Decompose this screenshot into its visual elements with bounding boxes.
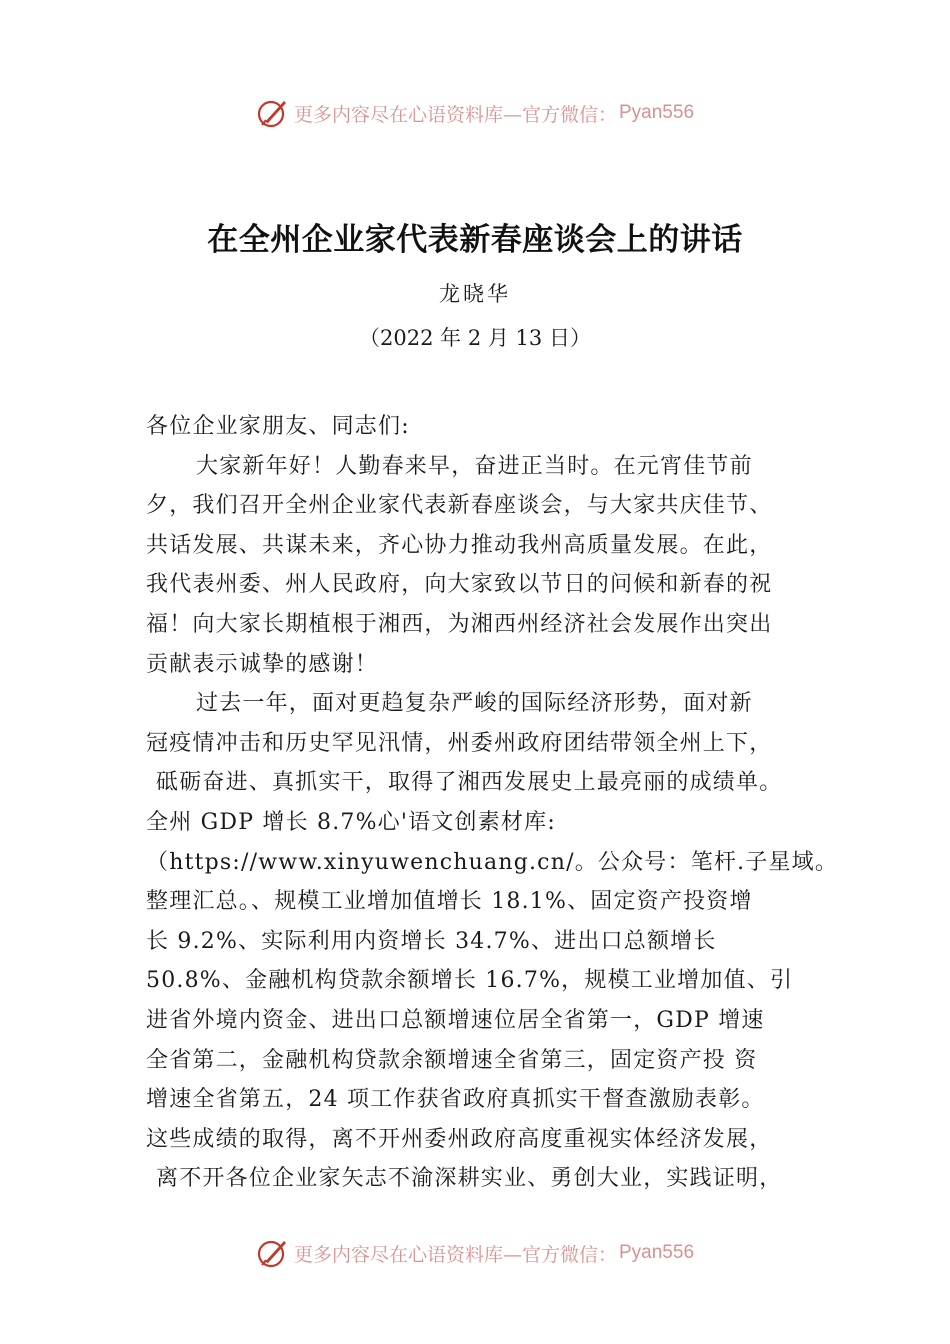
- paragraph-line: 我代表州委、州人民政府，向大家致以节日的问候和新春的祝: [146, 572, 773, 598]
- paragraph-line: 夕，我们召开全州企业家代表新春座谈会，与大家共庆佳节、: [146, 493, 773, 519]
- paragraph-line: 增速全省第五，24 项工作获省政府真抓实干督查激励表彰。: [146, 1087, 765, 1113]
- paragraph-line: 共话发展、共谋未来，齐心协力推动我州高质量发展。在此，: [146, 532, 773, 558]
- paragraph-line: 砥砺奋进、真抓实干，取得了湘西发展史上最亮丽的成绩单。: [156, 770, 783, 796]
- header-banner: [0, 93, 950, 133]
- footer-banner: [0, 1233, 950, 1273]
- quill-logo-icon: [256, 1236, 290, 1270]
- paragraph-line: 冠疫情冲击和历史罕见汛情，州委州政府团结带领全州上下，: [146, 730, 773, 756]
- paragraph-line: 大家新年好！人勤春来早，奋进正当时。在元宵佳节前: [196, 453, 753, 479]
- paragraph-line: 离不开各位企业家矢志不渝深耕实业、勇创大业，实践证明，: [156, 1166, 783, 1192]
- paragraph-line: 这些成绩的取得，离不开州委州政府高度重视实体经济发展，: [146, 1126, 773, 1152]
- document-title: 在全州企业家代表新春座谈会上的讲话: [207, 222, 743, 258]
- paragraph-line: （https://www.xinyuwenchuang.cn/。公众号：笔杆.子星域。: [146, 849, 839, 875]
- wechat-id: Pyan556: [619, 102, 695, 123]
- paragraph-line: 福！向大家长期植根于湘西，为湘西州经济社会发展作出突出: [146, 611, 773, 637]
- promo-text: 更多内容尽在心语资料库—官方微信：: [293, 1243, 617, 1266]
- salutation-line: 各位企业家朋友、同志们:: [146, 414, 410, 439]
- paragraph-line: 全省第二，金融机构贷款余额增速全省第三，固定资产投 资: [146, 1047, 758, 1073]
- paragraph-line: 整理汇总。、规模工业增加值增长 18.1%、固定资产投资增: [146, 889, 753, 915]
- document-date: （2022 年 2 月 13 日）: [359, 326, 591, 350]
- promo-text: 更多内容尽在心语资料库—官方微信：: [293, 103, 617, 126]
- paragraph-line: 贡献表示诚挚的感谢！: [146, 651, 379, 677]
- quill-logo-icon: [256, 96, 290, 130]
- paragraph-line: 长 9.2%、实际利用内资增长 34.7%、进出口总额增长: [146, 928, 717, 954]
- paragraph-line: 全州 GDP 增长 8.7%心'语文创素材库:: [146, 809, 556, 835]
- paragraph-line: 50.8%、金融机构贷款余额增长 16.7%，规模工业增加值、引: [146, 968, 794, 994]
- document-author: 龙晓华: [439, 282, 511, 306]
- paragraph-line: 过去一年，面对更趋复杂严峻的国际经济形势，面对新: [196, 691, 753, 717]
- document-body: [146, 407, 846, 1199]
- wechat-id: Pyan556: [619, 1242, 695, 1263]
- paragraph-line: 进省外境内资金、进出口总额增速位居全省第一，GDP 增速: [146, 1007, 765, 1033]
